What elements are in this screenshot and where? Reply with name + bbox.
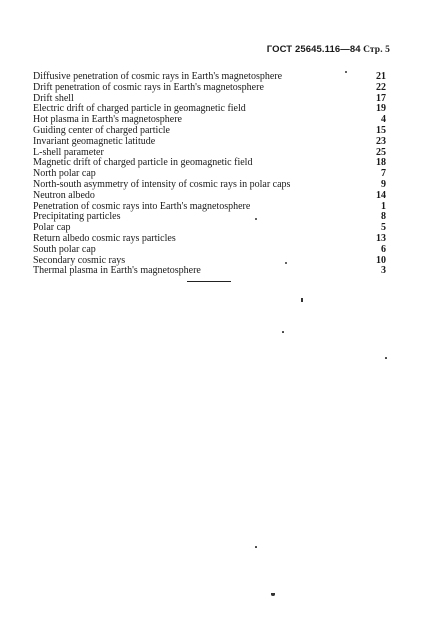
index-page-number: 18 bbox=[376, 157, 386, 169]
index-term: North-south asymmetry of intensity of cosmic rays in polar caps bbox=[33, 178, 291, 190]
scan-speck bbox=[255, 218, 257, 220]
index-term: Drift penetration of cosmic rays in Earth's magnetosphere bbox=[33, 81, 264, 93]
scan-speck bbox=[301, 298, 303, 302]
index-term: South polar cap bbox=[33, 243, 96, 255]
index-term: Penetration of cosmic rays into Earth's magnetosphere bbox=[33, 200, 251, 212]
index-page-number: 25 bbox=[376, 146, 386, 158]
page-number: Стр. 5 bbox=[363, 45, 390, 55]
index-term: Drift shell bbox=[33, 92, 74, 104]
index-page-number: 6 bbox=[381, 243, 386, 255]
index-term: Hot plasma in Earth's magnetosphere bbox=[33, 114, 182, 126]
index-term: Invariant geomagnetic latitude bbox=[33, 135, 156, 147]
scan-speck bbox=[285, 262, 287, 264]
index-term: Neutron albedo bbox=[33, 189, 95, 201]
standard-number: ГОСТ 25645.116—84 bbox=[266, 44, 361, 55]
index-page-number: 3 bbox=[381, 265, 386, 277]
index-page-number: 5 bbox=[381, 222, 386, 234]
index-entry bbox=[33, 245, 386, 256]
scan-speck bbox=[345, 71, 347, 73]
index-term: Thermal plasma in Earth's magnetosphere bbox=[33, 265, 201, 277]
index-term: Polar cap bbox=[33, 222, 71, 234]
scan-speck bbox=[385, 357, 387, 359]
section-divider bbox=[187, 281, 231, 282]
index-page-number: 19 bbox=[376, 103, 386, 115]
index-page-number: 1 bbox=[381, 200, 386, 212]
index-entry bbox=[33, 266, 386, 277]
index-term: Return albedo cosmic rays particles bbox=[33, 232, 176, 244]
index-page-number: 4 bbox=[381, 114, 386, 126]
index-entry bbox=[33, 212, 386, 223]
index-page-number: 10 bbox=[376, 254, 386, 266]
index-page-number: 8 bbox=[381, 211, 386, 223]
index-entry bbox=[33, 83, 386, 94]
index-page-number: 23 bbox=[376, 135, 386, 147]
scan-speck bbox=[271, 593, 275, 596]
index-term: Electric drift of charged particle in geomagnetic field bbox=[33, 103, 246, 115]
scan-speck bbox=[282, 331, 284, 333]
index-term: North polar cap bbox=[33, 168, 96, 180]
index-page-number: 13 bbox=[376, 232, 386, 244]
index-page-number: 7 bbox=[381, 168, 386, 180]
index-page-number: 22 bbox=[376, 81, 386, 93]
index-page-number: 14 bbox=[376, 189, 386, 201]
index-term: Precipitating particles bbox=[33, 211, 121, 223]
index-entry bbox=[33, 137, 386, 148]
index-page-number: 21 bbox=[376, 71, 386, 82]
index-term: Diffusive penetration of cosmic rays in Earth's magnetosphere bbox=[33, 71, 283, 82]
term-index-list bbox=[33, 72, 386, 277]
scan-speck bbox=[255, 546, 257, 548]
index-term: Magnetic drift of charged particle in geomagnetic field bbox=[33, 157, 253, 169]
index-term: L-shell parameter bbox=[33, 146, 104, 158]
page-header bbox=[267, 44, 390, 55]
index-page-number: 15 bbox=[376, 124, 386, 136]
index-page-number: 9 bbox=[381, 178, 386, 190]
index-term: Secondary cosmic rays bbox=[33, 254, 126, 266]
index-page-number: 17 bbox=[376, 92, 386, 104]
index-term: Guiding center of charged particle bbox=[33, 124, 170, 136]
index-entry bbox=[33, 191, 386, 202]
